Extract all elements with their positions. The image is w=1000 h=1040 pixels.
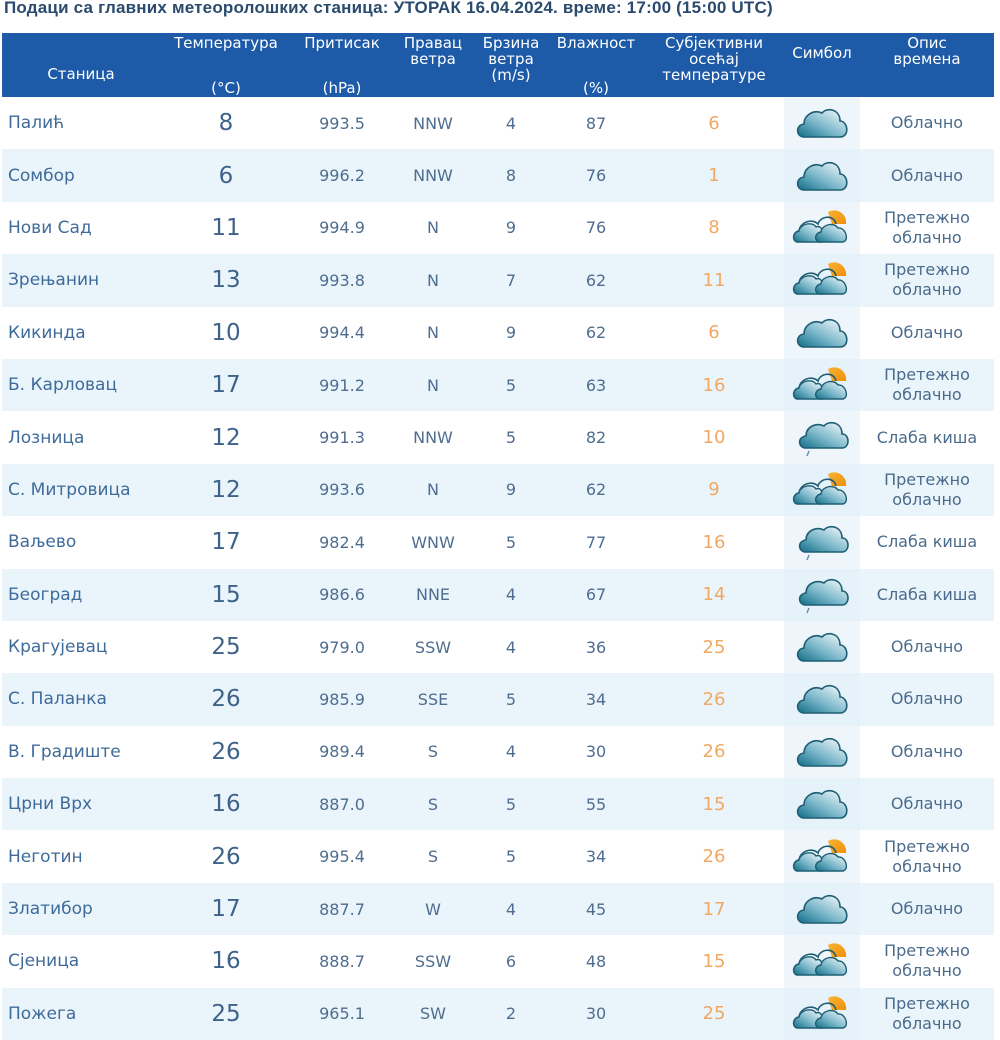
cell-temperature: 26: [160, 673, 292, 725]
cell-temperature: 25: [160, 621, 292, 673]
cell-feel-temperature: 9: [644, 464, 784, 516]
cell-humidity: 55: [548, 778, 644, 830]
cell-station: Зрењанин: [2, 254, 160, 306]
header-symbol-label: Симбол: [792, 44, 852, 62]
cell-humidity: 30: [548, 726, 644, 778]
cell-wind-direction: N: [392, 202, 474, 254]
cell-wind-speed: 8: [474, 149, 548, 201]
cell-humidity: 63: [548, 359, 644, 411]
cell-wind-direction: N: [392, 307, 474, 359]
cell-feel-temperature: 15: [644, 935, 784, 987]
cell-humidity: 34: [548, 830, 644, 882]
cell-symbol: [784, 202, 860, 254]
cell-feel-temperature: 6: [644, 307, 784, 359]
weather-stations-table: [2, 33, 994, 1040]
cell-pressure: 965.1: [292, 988, 392, 1040]
light-rain-icon: [792, 584, 852, 603]
header-station: [2, 33, 160, 97]
cell-pressure: 991.2: [292, 359, 392, 411]
cell-feel-temperature: 10: [644, 411, 784, 463]
cell-description: Облачно: [860, 149, 994, 201]
cell-temperature: 17: [160, 359, 292, 411]
table-header-row: [2, 33, 994, 97]
cell-pressure: 985.9: [292, 673, 392, 725]
cell-description: Облачно: [860, 778, 994, 830]
cell-wind-speed: 9: [474, 464, 548, 516]
cell-pressure: 888.7: [292, 935, 392, 987]
table-row: [2, 935, 994, 987]
header-wind-speed-line2: ветра: [488, 50, 534, 68]
cell-feel-temperature: 8: [644, 202, 784, 254]
header-description-line2: времена: [893, 50, 961, 68]
cell-wind-speed: 5: [474, 359, 548, 411]
header-pressure: [292, 33, 392, 97]
cell-humidity: 62: [548, 254, 644, 306]
cell-wind-speed: 5: [474, 411, 548, 463]
cell-pressure: 887.7: [292, 883, 392, 935]
mostly-cloudy-icon: [792, 375, 852, 394]
cell-pressure: 994.9: [292, 202, 392, 254]
table-row: [2, 621, 994, 673]
table-row: [2, 726, 994, 778]
cell-wind-speed: 5: [474, 516, 548, 568]
cell-humidity: 82: [548, 411, 644, 463]
table-row: [2, 254, 994, 306]
cell-station: Крагујевац: [2, 621, 160, 673]
cell-pressure: 993.5: [292, 97, 392, 149]
cell-description: Облачно: [860, 726, 994, 778]
cell-station: Палић: [2, 97, 160, 149]
header-humidity-unit: (%): [583, 79, 609, 97]
header-station-label: Станица: [47, 65, 115, 83]
cell-station: Кикинда: [2, 307, 160, 359]
header-feel-line3: температуре: [662, 66, 766, 84]
header-pressure-label: Притисак: [304, 34, 380, 52]
header-pressure-unit: (hPa): [322, 79, 362, 97]
cell-description: Претежно облачно: [860, 464, 994, 516]
cell-wind-direction: S: [392, 778, 474, 830]
cell-humidity: 30: [548, 988, 644, 1040]
light-rain-icon: [792, 532, 852, 551]
cell-station: Б. Карловац: [2, 359, 160, 411]
cell-wind-direction: S: [392, 726, 474, 778]
cell-feel-temperature: 11: [644, 254, 784, 306]
header-description: [860, 33, 994, 97]
cell-description: Облачно: [860, 673, 994, 725]
cell-humidity: 67: [548, 569, 644, 621]
cell-wind-direction: SSE: [392, 673, 474, 725]
cell-wind-direction: NNW: [392, 97, 474, 149]
cell-wind-direction: NNW: [392, 411, 474, 463]
table-row: [2, 307, 994, 359]
cell-symbol: [784, 359, 860, 411]
cell-symbol: [784, 464, 860, 516]
mostly-cloudy-icon: [792, 270, 852, 289]
cell-wind-direction: SW: [392, 988, 474, 1040]
cell-symbol: [784, 778, 860, 830]
cell-description: Облачно: [860, 97, 994, 149]
cloudy-icon: [792, 741, 852, 760]
table-row: [2, 149, 994, 201]
cell-feel-temperature: 25: [644, 988, 784, 1040]
cell-station: Лозница: [2, 411, 160, 463]
header-wind-direction-line1: Правац: [403, 34, 463, 52]
cell-pressure: 979.0: [292, 621, 392, 673]
cell-pressure: 996.2: [292, 149, 392, 201]
cell-temperature: 8: [160, 97, 292, 149]
mostly-cloudy-icon: [792, 951, 852, 970]
cell-wind-direction: NNW: [392, 149, 474, 201]
header-feel: [644, 33, 784, 97]
cell-temperature: 6: [160, 149, 292, 201]
cell-humidity: 62: [548, 464, 644, 516]
cell-temperature: 25: [160, 988, 292, 1040]
cell-symbol: [784, 988, 860, 1040]
cell-feel-temperature: 6: [644, 97, 784, 149]
mostly-cloudy-icon: [792, 217, 852, 236]
cell-station: Сјеница: [2, 935, 160, 987]
cell-humidity: 87: [548, 97, 644, 149]
cell-station: С. Митровица: [2, 464, 160, 516]
cell-humidity: 34: [548, 673, 644, 725]
cell-pressure: 993.8: [292, 254, 392, 306]
cell-pressure: 887.0: [292, 778, 392, 830]
cell-pressure: 991.3: [292, 411, 392, 463]
header-feel-line2: осећај: [689, 50, 739, 68]
cell-description: Претежно облачно: [860, 202, 994, 254]
cell-temperature: 11: [160, 202, 292, 254]
table-row: [2, 830, 994, 882]
cell-humidity: 76: [548, 149, 644, 201]
cell-description: Слаба киша: [860, 516, 994, 568]
cell-station: Неготин: [2, 830, 160, 882]
cell-wind-direction: SSW: [392, 935, 474, 987]
cell-wind-direction: W: [392, 883, 474, 935]
cloudy-icon: [792, 899, 852, 918]
cell-description: Претежно облачно: [860, 254, 994, 306]
cell-humidity: 77: [548, 516, 644, 568]
cell-feel-temperature: 26: [644, 726, 784, 778]
cell-description: Слаба киша: [860, 411, 994, 463]
header-symbol: [784, 33, 860, 97]
cell-temperature: 10: [160, 307, 292, 359]
table-row: [2, 411, 994, 463]
header-wind-speed-line1: Брзина: [482, 34, 540, 52]
light-rain-icon: [792, 427, 852, 446]
cell-wind-direction: S: [392, 830, 474, 882]
cell-station: Ваљево: [2, 516, 160, 568]
table-row: [2, 988, 994, 1040]
cell-wind-speed: 4: [474, 726, 548, 778]
cell-temperature: 16: [160, 935, 292, 987]
cell-pressure: 995.4: [292, 830, 392, 882]
cell-description: Слаба киша: [860, 569, 994, 621]
cell-wind-speed: 5: [474, 778, 548, 830]
cell-humidity: 76: [548, 202, 644, 254]
header-humidity-label: Влажност: [556, 34, 636, 52]
cell-temperature: 26: [160, 726, 292, 778]
cell-description: Облачно: [860, 307, 994, 359]
cell-pressure: 989.4: [292, 726, 392, 778]
cell-pressure: 982.4: [292, 516, 392, 568]
cell-temperature: 13: [160, 254, 292, 306]
cell-symbol: [784, 673, 860, 725]
header-wind-direction: [392, 33, 474, 97]
header-humidity: [548, 33, 644, 97]
cell-description: Облачно: [860, 883, 994, 935]
header-temperature-label: Температура: [174, 34, 278, 52]
cell-wind-direction: N: [392, 359, 474, 411]
cell-feel-temperature: 14: [644, 569, 784, 621]
cell-temperature: 17: [160, 883, 292, 935]
cloudy-icon: [792, 322, 852, 341]
header-temperature: [160, 33, 292, 97]
cell-humidity: 48: [548, 935, 644, 987]
cell-temperature: 12: [160, 411, 292, 463]
cell-pressure: 994.4: [292, 307, 392, 359]
cell-temperature: 15: [160, 569, 292, 621]
cell-symbol: [784, 516, 860, 568]
cell-station: С. Паланка: [2, 673, 160, 725]
cloudy-icon: [792, 689, 852, 708]
cloudy-icon: [792, 113, 852, 132]
cell-temperature: 12: [160, 464, 292, 516]
cell-wind-speed: 2: [474, 988, 548, 1040]
cell-station: Пожега: [2, 988, 160, 1040]
cell-symbol: [784, 883, 860, 935]
cell-humidity: 36: [548, 621, 644, 673]
cell-symbol: [784, 97, 860, 149]
cell-pressure: 986.6: [292, 569, 392, 621]
cell-wind-speed: 4: [474, 97, 548, 149]
cell-feel-temperature: 1: [644, 149, 784, 201]
cell-symbol: [784, 149, 860, 201]
cell-pressure: 993.6: [292, 464, 392, 516]
table-row: [2, 202, 994, 254]
cell-wind-speed: 5: [474, 673, 548, 725]
cell-wind-speed: 6: [474, 935, 548, 987]
cell-description: Облачно: [860, 621, 994, 673]
cell-wind-direction: SSW: [392, 621, 474, 673]
table-row: [2, 883, 994, 935]
cell-description: Претежно облачно: [860, 988, 994, 1040]
cell-symbol: [784, 830, 860, 882]
cell-symbol: [784, 569, 860, 621]
cell-wind-speed: 4: [474, 621, 548, 673]
cell-temperature: 17: [160, 516, 292, 568]
cell-description: Претежно облачно: [860, 935, 994, 987]
cell-wind-speed: 9: [474, 202, 548, 254]
cell-feel-temperature: 15: [644, 778, 784, 830]
cell-feel-temperature: 16: [644, 516, 784, 568]
cloudy-icon: [792, 637, 852, 656]
table-row: [2, 673, 994, 725]
cell-symbol: [784, 621, 860, 673]
cell-symbol: [784, 411, 860, 463]
page-title: Подаци са главних метеоролошких станица: УТОРАК 16.04.2024. време: 17:00 (15:00 UTC): [4, 0, 773, 17]
table-row: [2, 516, 994, 568]
cell-temperature: 16: [160, 778, 292, 830]
cell-description: Претежно облачно: [860, 359, 994, 411]
cell-station: Нови Сад: [2, 202, 160, 254]
cell-feel-temperature: 26: [644, 673, 784, 725]
table-row: [2, 569, 994, 621]
header-description-line1: Опис: [907, 34, 947, 52]
cell-wind-direction: WNW: [392, 516, 474, 568]
table-row: [2, 359, 994, 411]
cell-feel-temperature: 26: [644, 830, 784, 882]
cell-feel-temperature: 16: [644, 359, 784, 411]
table-row: [2, 464, 994, 516]
header-feel-line1: Субјективни: [665, 34, 763, 52]
header-wind-speed: [474, 33, 548, 97]
cell-wind-speed: 4: [474, 883, 548, 935]
header-temperature-unit: (°C): [211, 79, 241, 97]
cell-symbol: [784, 307, 860, 359]
cell-station: Сомбор: [2, 149, 160, 201]
cell-feel-temperature: 17: [644, 883, 784, 935]
cell-temperature: 26: [160, 830, 292, 882]
cloudy-icon: [792, 794, 852, 813]
cell-wind-speed: 7: [474, 254, 548, 306]
table-row: [2, 778, 994, 830]
cell-station: Београд: [2, 569, 160, 621]
cloudy-icon: [792, 165, 852, 184]
cell-station: В. Градиште: [2, 726, 160, 778]
cell-wind-speed: 5: [474, 830, 548, 882]
mostly-cloudy-icon: [792, 846, 852, 865]
cell-symbol: [784, 254, 860, 306]
cell-station: Златибор: [2, 883, 160, 935]
cell-humidity: 62: [548, 307, 644, 359]
mostly-cloudy-icon: [792, 1003, 852, 1022]
cell-feel-temperature: 25: [644, 621, 784, 673]
cell-wind-direction: N: [392, 254, 474, 306]
cell-humidity: 45: [548, 883, 644, 935]
cell-symbol: [784, 935, 860, 987]
cell-symbol: [784, 726, 860, 778]
cell-station: Црни Врх: [2, 778, 160, 830]
cell-wind-speed: 9: [474, 307, 548, 359]
cell-wind-direction: NNE: [392, 569, 474, 621]
cell-wind-direction: N: [392, 464, 474, 516]
header-wind-speed-unit: (m/s): [491, 66, 531, 84]
table-row: [2, 97, 994, 149]
header-wind-direction-line2: ветра: [410, 50, 456, 68]
cell-description: Претежно облачно: [860, 830, 994, 882]
mostly-cloudy-icon: [792, 479, 852, 498]
cell-wind-speed: 4: [474, 569, 548, 621]
